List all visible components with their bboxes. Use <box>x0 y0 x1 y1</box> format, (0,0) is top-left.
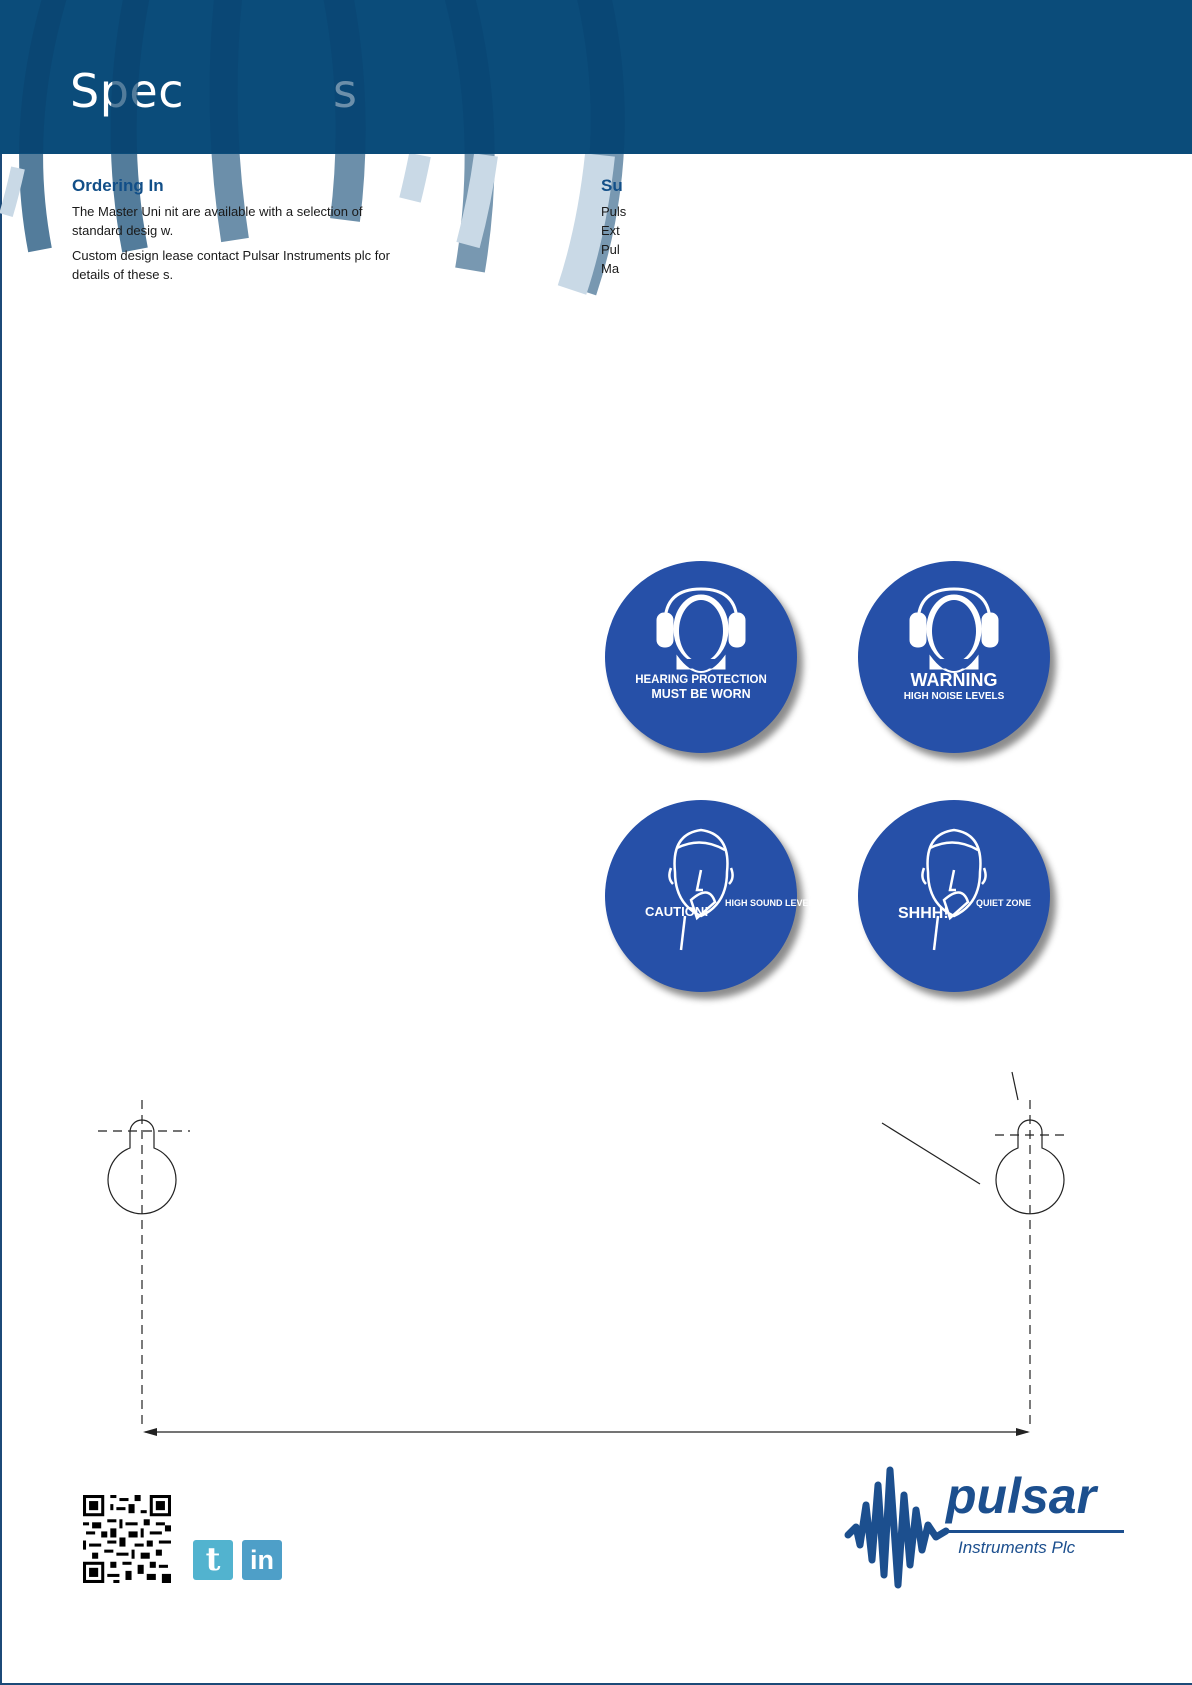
headphones-head-icon <box>858 561 1050 753</box>
sign-text-bottom: HIGH NOISE LEVELS <box>903 691 1005 702</box>
header-banner <box>0 0 1192 154</box>
linkedin-icon[interactable] <box>242 1540 282 1580</box>
ordering-text-line-2: standard desig w. <box>72 223 174 238</box>
sign-text-top: SHHH! <box>898 905 949 922</box>
logo-underline <box>946 1530 1124 1533</box>
ordering-info-heading: Ordering In <box>72 176 164 195</box>
support-text-line-1: Puls <box>601 204 627 219</box>
page-title: Spec <box>70 64 184 118</box>
logo-wordmark: pulsar <box>946 1468 1097 1524</box>
headphones-head-icon <box>605 561 797 753</box>
sign-caution <box>605 800 821 992</box>
support-heading: Su <box>601 176 623 195</box>
sign-text-top: HEARING PROTECTION <box>635 674 767 686</box>
sign-text-top: WARNING <box>910 670 998 690</box>
sign-text-bottom: MUST BE WORN <box>651 687 751 701</box>
sign-text-top: CAUTION! <box>645 904 709 919</box>
twitter-glyph: t <box>205 1540 221 1578</box>
support-text-line-2: Ext <box>601 223 620 238</box>
mounting-dimension-drawing <box>0 1060 1192 1460</box>
support-text-line-4: Ma <box>601 261 620 276</box>
qr-code-icon[interactable] <box>83 1495 171 1583</box>
logo-subtitle: Instruments Plc <box>958 1538 1076 1557</box>
ordering-text-line-4: details of these s. <box>72 267 174 282</box>
shush-head-icon <box>605 800 821 992</box>
support-text-line-3: Pul <box>601 242 620 257</box>
pulsar-waveform-icon <box>846 1465 956 1590</box>
shush-head-icon <box>858 800 1050 992</box>
sign-shhh <box>858 800 1050 992</box>
page-title-tail: s <box>333 64 357 118</box>
sign-text-bottom: HIGH SOUND LEVELS <box>725 898 821 908</box>
linkedin-glyph: in <box>250 1545 274 1575</box>
ordering-text-line-3: Custom design lease contact Pulsar Instruments plc for <box>72 248 390 263</box>
sign-warning <box>858 561 1050 753</box>
pulsar-logo <box>846 1465 1126 1590</box>
sign-hearing-protection <box>605 561 797 753</box>
ordering-text-line-1: The Master Uni nit are available with a selection of <box>72 204 363 219</box>
twitter-icon[interactable] <box>193 1540 233 1580</box>
sign-text-bottom: QUIET ZONE <box>976 898 1032 908</box>
